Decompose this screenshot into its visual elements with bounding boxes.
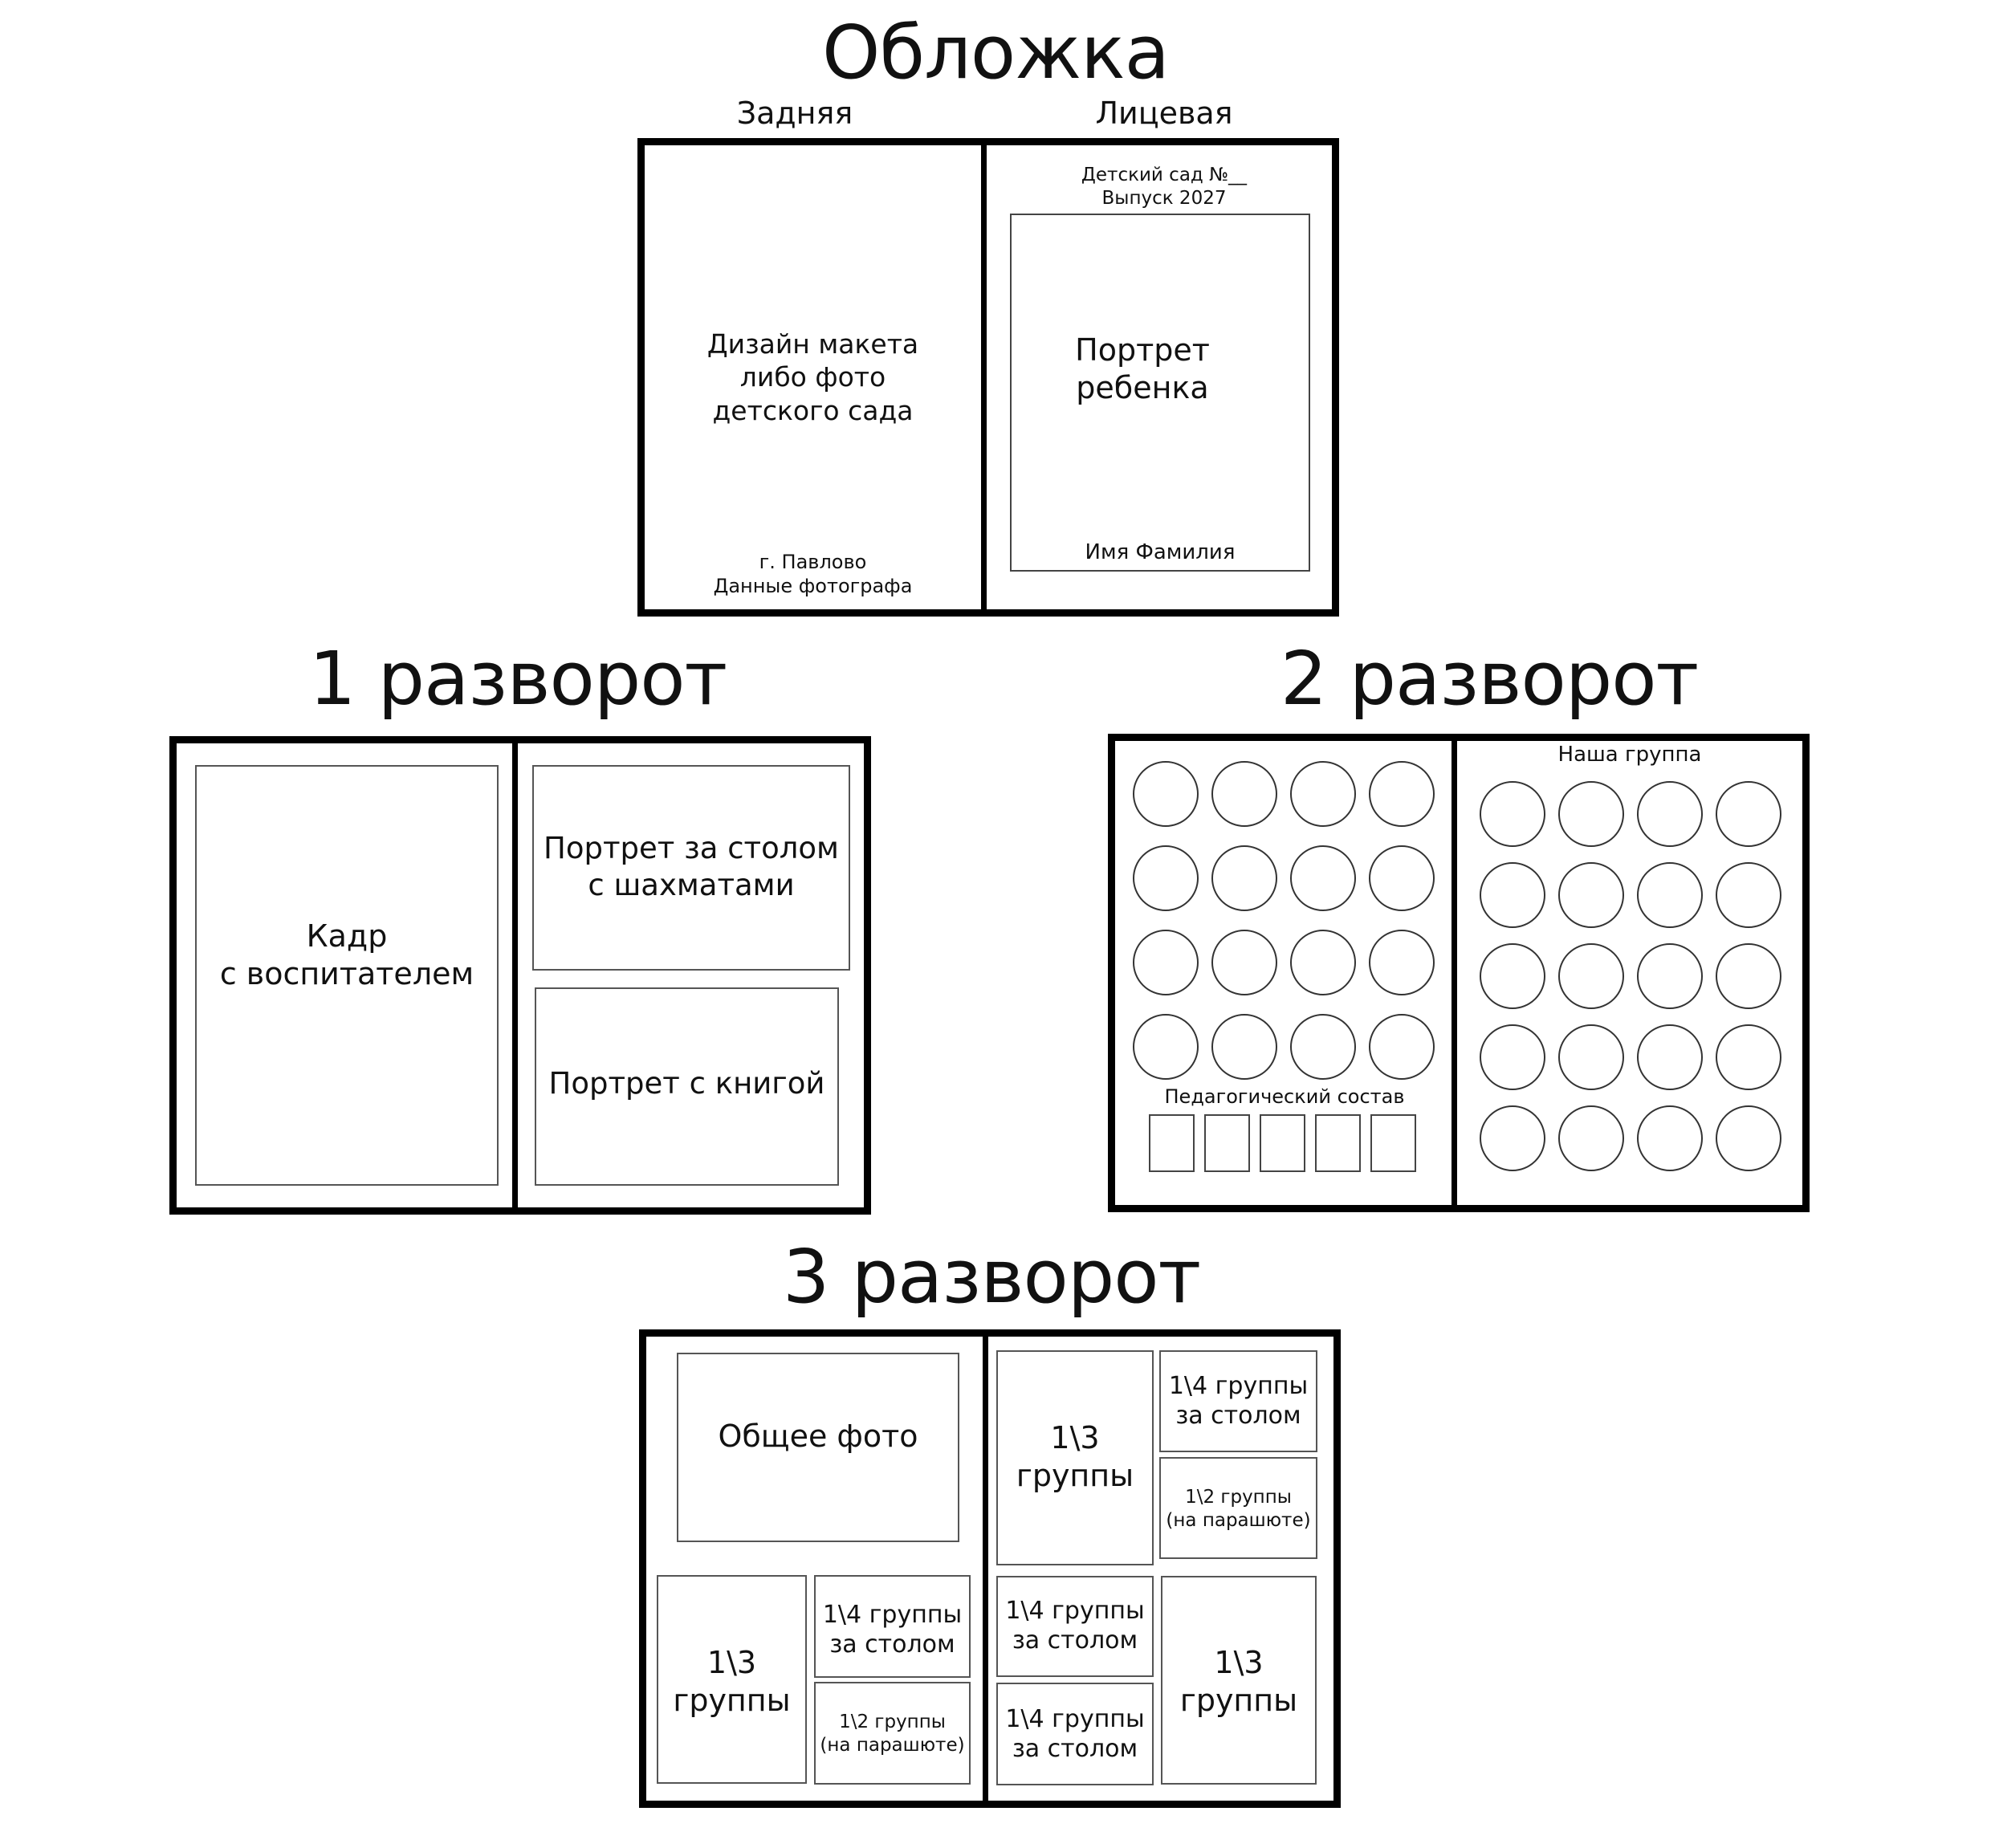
spread2-teachers-label: Педагогический состав xyxy=(1164,1085,1405,1108)
child-photo-circle-right-20 xyxy=(1716,1105,1781,1171)
child-photo-circle-right-15 xyxy=(1637,1024,1703,1090)
child-photo-circle-right-3 xyxy=(1637,781,1703,847)
spread3-left-half-text: 1\2 группы (на парашюте) xyxy=(820,1712,965,1756)
child-photo-circle-right-4 xyxy=(1716,781,1781,847)
teacher-photo-box-5 xyxy=(1370,1114,1416,1172)
cover-name-text: Имя Фамилия xyxy=(1085,539,1236,564)
child-photo-circle-right-17 xyxy=(1480,1105,1545,1171)
spread2-title: 2 разворот xyxy=(1280,636,1699,722)
child-photo-circle-right-5 xyxy=(1480,862,1545,928)
cover-spine xyxy=(981,138,987,617)
spread1-book-text: Портрет с книгой xyxy=(548,1065,825,1101)
child-photo-circle-right-11 xyxy=(1637,943,1703,1009)
child-photo-circle-right-9 xyxy=(1480,943,1545,1009)
cover-front-header-text: Детский сад №__ Выпуск 2027 xyxy=(1081,165,1248,209)
cover-portrait-text: Портрет ребенка xyxy=(1075,332,1210,405)
spread3-right-half-text: 1\2 группы (на парашюте) xyxy=(1166,1487,1311,1531)
spread3-title: 3 разворот xyxy=(782,1234,1201,1320)
child-photo-circle-left-6 xyxy=(1211,845,1277,911)
child-photo-circle-left-7 xyxy=(1290,845,1356,911)
child-photo-circle-right-8 xyxy=(1716,862,1781,928)
spread3-left-quarter-text: 1\4 группы за столом xyxy=(822,1600,963,1659)
child-photo-circle-left-5 xyxy=(1133,845,1199,911)
cover-back-main-text: Дизайн макета либо фото детского сада xyxy=(706,328,919,426)
child-photo-circle-right-12 xyxy=(1716,943,1781,1009)
spread1-spine xyxy=(512,736,518,1215)
child-photo-circle-right-18 xyxy=(1558,1105,1624,1171)
spread3-right-quarter-mid-text: 1\4 группы за столом xyxy=(1005,1596,1145,1655)
child-photo-circle-left-8 xyxy=(1369,845,1435,911)
child-photo-circle-left-2 xyxy=(1211,761,1277,827)
spread1-teacher-text: Кадр с воспитателем xyxy=(219,918,474,991)
cover-front-label: Лицевая xyxy=(1095,96,1233,131)
child-photo-circle-left-13 xyxy=(1133,1014,1199,1080)
spread3-spine xyxy=(983,1329,988,1808)
child-photo-circle-right-13 xyxy=(1480,1024,1545,1090)
child-photo-circle-right-2 xyxy=(1558,781,1624,847)
spread3-left-third-text: 1\3 группы xyxy=(673,1644,791,1718)
teacher-photo-box-4 xyxy=(1315,1114,1361,1172)
child-photo-circle-left-3 xyxy=(1290,761,1356,827)
child-photo-circle-right-6 xyxy=(1558,862,1624,928)
child-photo-circle-left-12 xyxy=(1369,930,1435,995)
child-photo-circle-left-14 xyxy=(1211,1014,1277,1080)
child-photo-circle-right-16 xyxy=(1716,1024,1781,1090)
spread3-right-third-bottom-text: 1\3 группы xyxy=(1179,1644,1298,1718)
child-photo-circle-left-1 xyxy=(1133,761,1199,827)
child-photo-circle-left-10 xyxy=(1211,930,1277,995)
child-photo-circle-right-19 xyxy=(1637,1105,1703,1171)
spread1-chess-text: Портрет за столом с шахматами xyxy=(544,830,839,902)
spread3-right-quarter-top-text: 1\4 группы за столом xyxy=(1168,1371,1309,1430)
child-photo-circle-left-9 xyxy=(1133,930,1199,995)
child-photo-circle-left-16 xyxy=(1369,1014,1435,1080)
child-photo-circle-right-10 xyxy=(1558,943,1624,1009)
child-photo-circle-right-14 xyxy=(1558,1024,1624,1090)
child-photo-circle-right-1 xyxy=(1480,781,1545,847)
cover-title: Обложка xyxy=(821,10,1170,96)
teacher-photo-box-3 xyxy=(1260,1114,1305,1172)
child-photo-circle-left-11 xyxy=(1290,930,1356,995)
spread2-spine xyxy=(1452,734,1457,1212)
cover-back-footer-text: г. Павлово Данные фотографа xyxy=(713,551,913,597)
spread2-group-label: Наша группа xyxy=(1557,742,1702,767)
spread1-title: 1 разворот xyxy=(308,636,727,722)
spread3-right-third-top-text: 1\3 группы xyxy=(1016,1419,1134,1493)
child-photo-circle-left-4 xyxy=(1369,761,1435,827)
teacher-photo-box-2 xyxy=(1204,1114,1250,1172)
spread3-right-quarter-bottom-text: 1\4 группы за столом xyxy=(1005,1704,1145,1763)
teacher-photo-box-1 xyxy=(1149,1114,1195,1172)
cover-back-label: Задняя xyxy=(736,96,853,131)
child-photo-circle-left-15 xyxy=(1290,1014,1356,1080)
child-photo-circle-right-7 xyxy=(1637,862,1703,928)
spread3-general-photo-text: Общее фото xyxy=(718,1419,918,1455)
